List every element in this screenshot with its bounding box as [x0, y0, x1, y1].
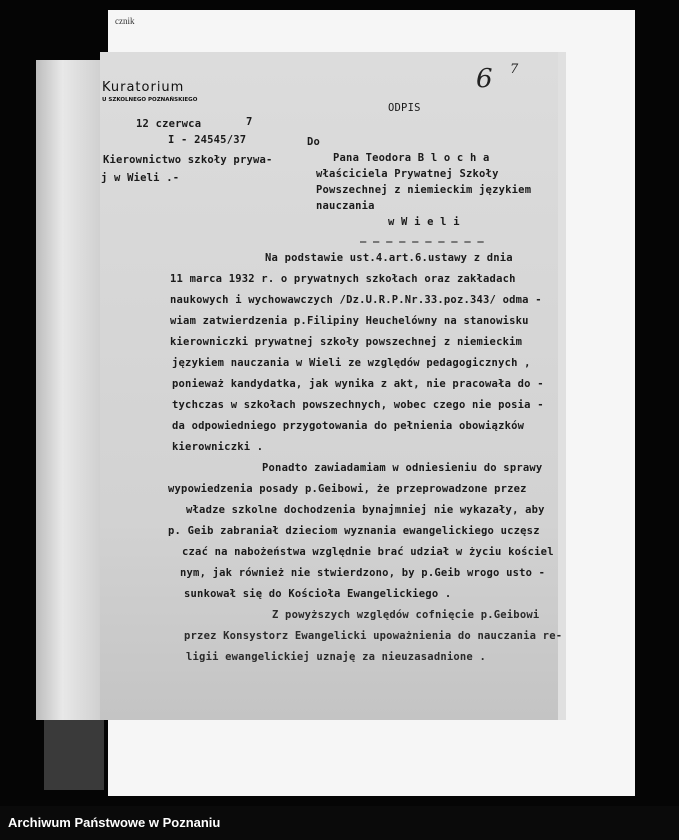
subject-line-1: Kierownictwo szkoły prywa- [103, 154, 273, 166]
letterhead-subtitle: U SZKOLNEGO POZNAŃSKIEGO [102, 97, 198, 103]
body-line: ligii ewangelickiej uznaję za nieuzasadnione . [186, 651, 486, 663]
body-line: p. Geib zabraniał dzieciom wyznania ewangelickiego uczęsz [168, 525, 540, 537]
addressee-to: Do [307, 136, 321, 148]
body-line: Ponadto zawiadamiam w odniesieniu do sprawy [262, 462, 543, 474]
body-line: Na podstawie ust.4.art.6.ustawy z dnia [265, 252, 513, 264]
handwritten-page-number: 6 [476, 64, 493, 94]
letter-date: 12 czerwca [136, 118, 202, 130]
letter-date-suffix: 7 [246, 116, 253, 128]
body-line: ponieważ kandydatka, jak wynika z akt, nie pracowała do - [172, 378, 544, 390]
back-page-label: cznik [115, 16, 135, 26]
body-line: przez Konsystorz Ewangelicki upoważnienia do nauczania re- [184, 630, 563, 642]
page-shadow [44, 720, 104, 790]
copy-mark: ODPIS [388, 102, 421, 114]
body-line: językiem nauczania w Wieli ze względów pedagogicznych , [172, 357, 531, 369]
addressee-line: Pana Teodora B l o c h a [333, 152, 490, 164]
addressee-line: właściciela Prywatnej Szkoły [316, 168, 499, 180]
body-line: wypowiedzenia posady p.Geibowi, że przeprowadzone przez [168, 483, 527, 495]
archive-name: Archiwum Państwowe w Poznaniu [8, 815, 221, 830]
body-line: da odpowiedniego przygotowania do pełnienia obowiązków [172, 420, 525, 432]
body-line: nym, jak również nie stwierdzono, by p.Geib wrogo usto - [180, 567, 546, 579]
handwritten-mark: 7 [510, 62, 519, 77]
body-line: tychczas w szkołach powszechnych, wobec czego nie posia - [172, 399, 544, 411]
body-line: 11 marca 1932 r. o prywatnych szkołach oraz zakładach [170, 273, 516, 285]
addressee-line: Powszechnej z niemieckim językiem [316, 184, 532, 196]
letterhead-title: Kuratorium [102, 80, 185, 95]
addressee-place: w W i e l i [388, 216, 460, 228]
addressee-underline: _ _ _ _ _ _ _ _ _ _ [360, 231, 484, 243]
body-line: naukowych i wychowawczych /Dz.U.R.P.Nr.33.poz.343/ odma - [170, 294, 542, 306]
body-line: władze szkolne dochodzenia bynajmniej nie wykazały, aby [186, 504, 545, 516]
folded-page-edge [36, 60, 102, 720]
body-line: wiam zatwierdzenia p.Filipiny Heuchelówny na stanowisku [170, 315, 529, 327]
body-line: czać na nabożeństwa względnie brać udział w życiu kościel [182, 546, 554, 558]
body-line: sunkował się do Kościoła Ewangelickiego . [184, 588, 452, 600]
reference-number: I - 24545/37 [168, 134, 247, 146]
archive-footer [0, 806, 679, 840]
body-line: Z powyższych względów cofnięcie p.Geibowi [272, 609, 540, 621]
body-line: kierowniczki . [172, 441, 264, 453]
body-line: kierowniczki prywatnej szkoły powszechnej z niemieckim [170, 336, 523, 348]
subject-line-2: j w Wieli .- [101, 172, 180, 184]
addressee-line: nauczania [316, 200, 375, 212]
